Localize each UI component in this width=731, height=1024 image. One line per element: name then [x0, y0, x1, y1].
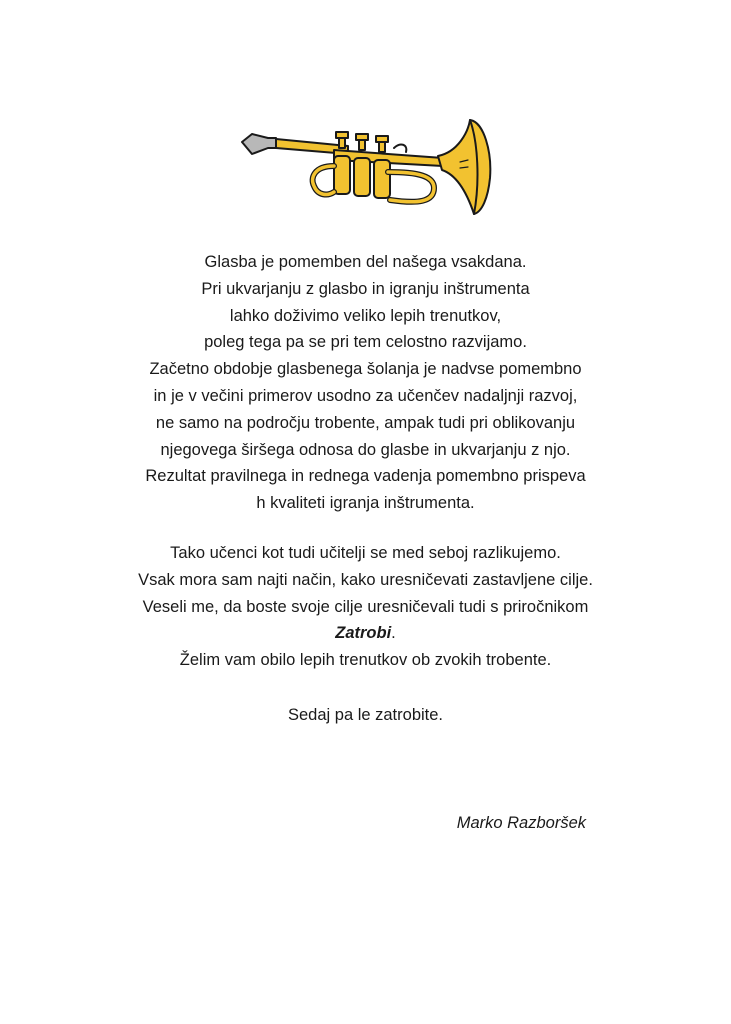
text-line: ne samo na področju trobente, ampak tudi pri oblikovanju [155, 413, 576, 432]
intro-paragraph [0, 249, 731, 517]
book-title-line [0, 620, 731, 647]
second-paragraph [0, 540, 731, 674]
text-line: Želim vam obilo lepih trenutkov ob zvokih trobente. [179, 651, 552, 670]
text-line: njegovega širšega odnosa do glasbe in ukvarjanju z njo. [160, 440, 571, 459]
text-line: Vsak mora sam najti način, kako uresničevati zastavljene cilje. [138, 570, 593, 589]
book-title: Zatrobi [335, 624, 392, 643]
author-signature: Marko Razboršek [456, 814, 586, 832]
book-title-suffix: . [391, 624, 396, 643]
text-line: Pri ukvarjanju z glasbo in igranju inštrumenta [201, 279, 530, 298]
text-line: Začetno obdobje glasbenega šolanja je nadvse pomembno [149, 360, 582, 379]
text-line: Veseli me, da boste svoje cilje uresničevali tudi s priročnikom [142, 597, 589, 616]
text-line: Tako učenci kot tudi učitelji se med seboj razlikujemo. [170, 544, 561, 562]
text-line: Glasba je pomemben del našega vsakdana. [204, 253, 527, 271]
text-line: h kvaliteti igranja inštrumenta. [256, 494, 475, 513]
trumpet-icon [238, 112, 496, 220]
closing-paragraph [0, 702, 731, 729]
text-line: poleg tega pa se pri tem celostno razvijamo. [204, 333, 527, 352]
text-line: in je v večini primerov usodno za učenčev nadaljnji razvoj, [153, 386, 578, 405]
text-line: Sedaj pa le zatrobite. [287, 706, 444, 724]
text-line: lahko doživimo veliko lepih trenutkov, [229, 306, 502, 325]
text-line: Rezultat pravilnega in rednega vadenja pomembno prispeva [145, 467, 586, 486]
